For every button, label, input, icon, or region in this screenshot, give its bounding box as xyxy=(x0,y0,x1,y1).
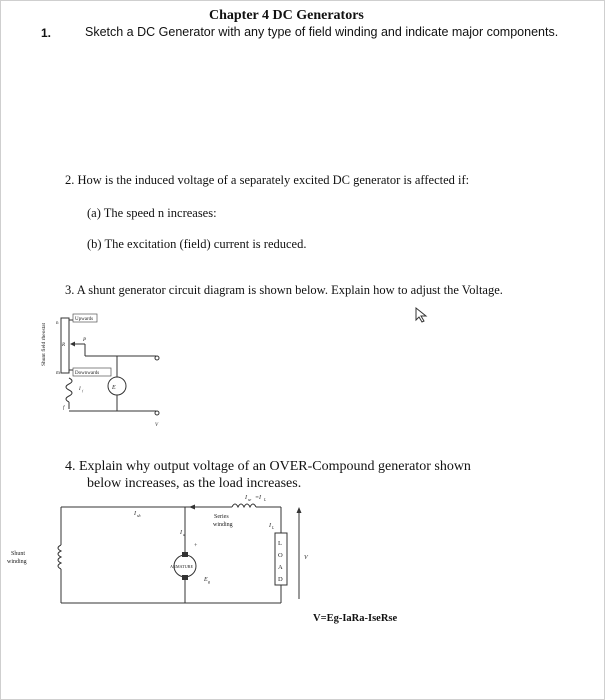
label-f: f xyxy=(63,406,65,411)
rheostat-side-label: Shunt field rheostat xyxy=(41,322,47,366)
series-winding-line1: Series xyxy=(214,514,229,520)
svg-text:O: O xyxy=(278,552,283,559)
series-winding-line2: winding xyxy=(213,522,233,528)
question-3-text: 3. A shunt generator circuit diagram is shown below. Explain how to adjust the Voltage. xyxy=(65,283,503,297)
label-P: P xyxy=(83,338,87,343)
svg-text:I: I xyxy=(180,530,182,536)
shunt-field-coil xyxy=(66,378,72,402)
question-1-number: 1. xyxy=(41,26,52,40)
svg-text:winding: winding xyxy=(7,559,27,565)
question-2a-text: (a) The speed n increases: xyxy=(87,206,217,220)
chapter-title: Chapter 4 DC Generators xyxy=(209,8,364,23)
label-If: I xyxy=(79,387,81,392)
svg-text:Shunt: Shunt xyxy=(11,551,26,557)
label-Eg: E xyxy=(112,385,116,391)
generator-eg-circle xyxy=(108,377,126,395)
svg-text:L: L xyxy=(264,497,267,502)
svg-text:L: L xyxy=(272,525,275,530)
series-coil xyxy=(232,504,256,507)
svg-text:A: A xyxy=(278,564,283,571)
svg-text:se: se xyxy=(248,497,252,502)
svg-text:D: D xyxy=(278,576,283,583)
svg-text:a: a xyxy=(183,532,185,537)
downwards-label: Downwards xyxy=(75,371,100,376)
armature-label: ARMATURE xyxy=(170,564,194,569)
svg-text:I: I xyxy=(269,523,271,529)
voltage-formula: V=Eg-IaRa-IseRse xyxy=(313,613,398,624)
mouse-cursor-icon xyxy=(413,306,431,324)
upwards-label: Upwards xyxy=(75,317,94,322)
label-n: n xyxy=(56,321,59,326)
svg-text:f: f xyxy=(82,389,83,393)
question-1-text: Sketch a DC Generator with any type of field winding and indicate major components. xyxy=(85,25,559,39)
question-2-text: 2. How is the induced voltage of a separately excited DC generator is affected if: xyxy=(65,173,470,187)
svg-text:I: I xyxy=(245,495,247,501)
svg-text:=I: =I xyxy=(255,495,262,501)
svg-text:L: L xyxy=(278,540,282,547)
label-m: m xyxy=(56,371,60,376)
label-V: V xyxy=(155,423,159,428)
svg-text:sh: sh xyxy=(137,513,141,518)
question-2b-text: (b) The excitation (field) current is reduced. xyxy=(87,237,307,251)
svg-text:E: E xyxy=(204,577,208,583)
compound-generator-diagram xyxy=(7,491,311,613)
question-4-text-line2: below increases, as the load increases. xyxy=(87,476,302,491)
question-4-text-line1: 4. Explain why output voltage of an OVER-Compound generator shown xyxy=(65,459,471,474)
svg-text:I: I xyxy=(134,511,136,517)
label-R: R xyxy=(62,343,66,348)
shunt-coil xyxy=(58,545,61,569)
svg-text:V: V xyxy=(304,555,308,561)
svg-text:+: + xyxy=(194,543,198,549)
svg-text:g: g xyxy=(208,579,210,584)
shunt-generator-diagram xyxy=(39,306,169,431)
